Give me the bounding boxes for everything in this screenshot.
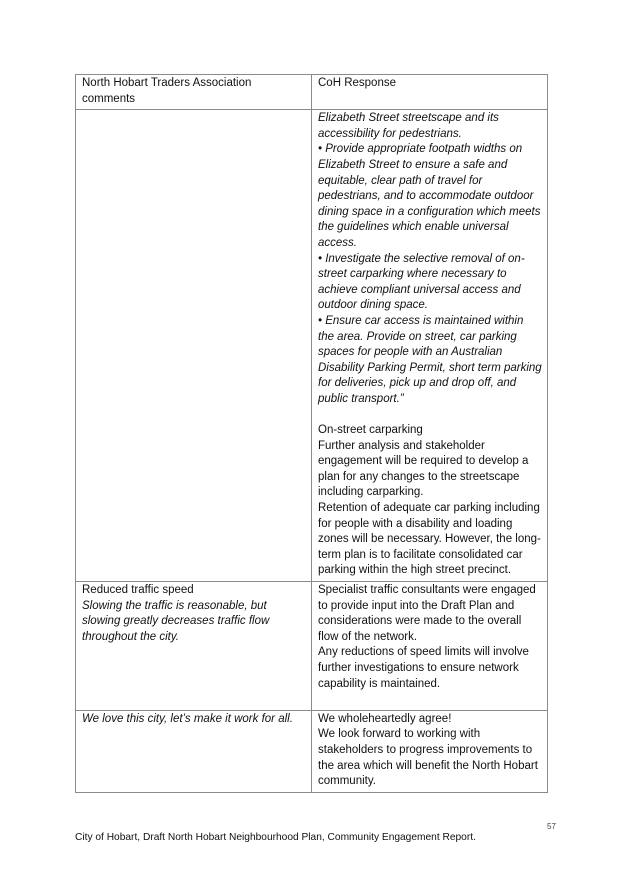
- response-paragraph: Specialist traffic consultants were engaged to provide input into the Draft Plan and considerations were made to the overall flow of the network.: [318, 584, 536, 643]
- row3-left: [76, 710, 312, 792]
- response-paragraph: Retention of adequate car parking including for people with a disability and loading zones will be necessary. However, the long-term plan is to facilitate consolidated car parking within the high street precinct.: [318, 502, 541, 577]
- comment-heading: Reduced traffic speed: [82, 584, 194, 596]
- response-paragraph: Further analysis and stakeholder engagement will be required to develop a plan for any changes to the streetscape including carparking.: [318, 439, 529, 499]
- quote-line: Elizabeth Street streetscape and its accessibility for pedestrians.: [318, 112, 499, 140]
- comment-text: We love this city, let’s make it work for all.: [82, 712, 293, 725]
- row2-left: [76, 582, 312, 711]
- response-paragraph: Any reductions of speed limits will involve further investigations to ensure network capability is maintained.: [318, 646, 529, 690]
- response-paragraph: We look forward to working with stakeholders to progress improvements to the area which will benefit the North Hobart community.: [318, 728, 538, 788]
- row1-left: [76, 110, 312, 582]
- quote-bullet: • Provide appropriate footpath widths on Elizabeth Street to ensure a safe and equitable, clear path of travel for pedestrians, and to accommodate outdoor dining space in a configuration which meets the guidelines which enable universal access.: [318, 143, 541, 249]
- blank-line: [318, 692, 542, 708]
- comment-text: Slowing the traffic is reasonable, but slowing greatly decreases traffic flow throughout the city.: [82, 599, 270, 643]
- section-heading: On-street carparking: [318, 424, 423, 437]
- table-header-row: [76, 75, 548, 110]
- response-paragraph: We wholeheartedly agree!: [318, 712, 452, 725]
- header-left: North Hobart Traders Association comments: [76, 75, 312, 110]
- quote-bullet: • Investigate the selective removal of on-street carparking where necessary to achieve compliant universal access and outdoor dining space.: [318, 252, 525, 312]
- table-row: [76, 710, 548, 792]
- table-row: [76, 582, 548, 711]
- comments-table: [75, 74, 548, 793]
- page-footer: City of Hobart, Draft North Hobart Neighbourhood Plan, Community Engagement Report.: [75, 832, 476, 843]
- blank-line: [318, 407, 542, 423]
- quote-bullet: • Ensure car access is maintained within the area. Provide on street, car parking spaces for people with an Australian Disability Parking Permit, short term parking for deliveries, pick up and drop off, and public transport.”: [318, 314, 542, 405]
- row1-right: [312, 110, 548, 582]
- table-row: [76, 110, 548, 582]
- row2-right: [312, 582, 548, 711]
- header-right: CoH Response: [312, 75, 548, 110]
- row3-right: [312, 710, 548, 792]
- page-number: 57: [547, 822, 556, 831]
